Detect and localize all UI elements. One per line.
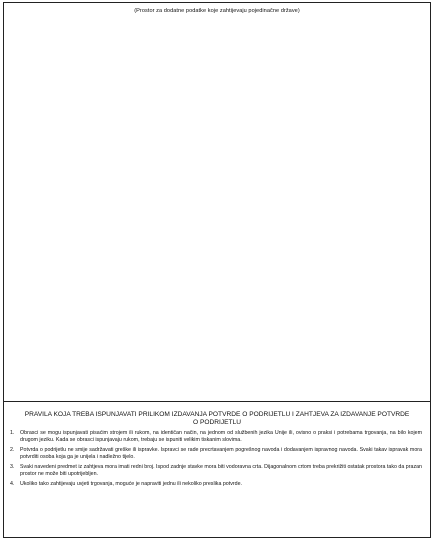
rule-text: Ukoliko tako zahtijevaju uvjeti trgovanja, moguće je napraviti jednu ili nekoliko preslika potvrde.	[20, 480, 242, 487]
rule-number: 3.	[10, 463, 15, 470]
rule-item	[10, 430, 422, 444]
rule-text: Svaki navedeni predmet iz zahtjeva mora imati redni broj. Ispod zadnje stavke mora biti vodoravna crta. Dijagonalnom crtom treba prekrižiti ostatak prostora tako da prazan prostor ne može biti upotrijebljen.	[20, 463, 422, 478]
rules-title: PRAVILA KOJA TREBA ISPUNJAVATI PRILIKOM IZDAVANJA POTVRDE O PODRIJETLU I ZAHTJEVA ZA IZDAVANJE POTVRDE O PODRIJETLU	[24, 411, 410, 426]
rule-number: 1.	[10, 430, 15, 436]
rule-item	[10, 481, 422, 488]
rule-item	[10, 447, 422, 461]
rule-text: Obrasci se mogu ispunjavati pisaćim strojem ili rukom, na identičan način, na jednom od službenih jezika Unije ili, ovisno o praksi i potrebama trgovanja, na bilo kojem drugom jeziku. Kada se obrasci ispunjavaju rukom, trebaju se ispuniti velikim tiskanim slovima.	[20, 430, 422, 444]
rule-number: 2.	[10, 446, 15, 453]
form-frame	[3, 2, 431, 538]
rule-number: 4.	[10, 480, 15, 487]
section-divider	[4, 401, 430, 402]
rules-list	[10, 430, 422, 490]
additional-data-note: (Prostor za dodatne podatke koje zahtijevaju pojedinačne države)	[134, 8, 300, 14]
rule-item	[10, 464, 422, 478]
rule-text: Potvrda o podrijetlu ne smije sadržavati greške ili ispravke. Ispravci se rade precrtavanjem pogrešnog navoda i dodavanjem ispravnog navoda. Svaki takav ispravak mora potvrditi osoba koja ga je unijela i nadležno tijelo.	[20, 446, 422, 461]
